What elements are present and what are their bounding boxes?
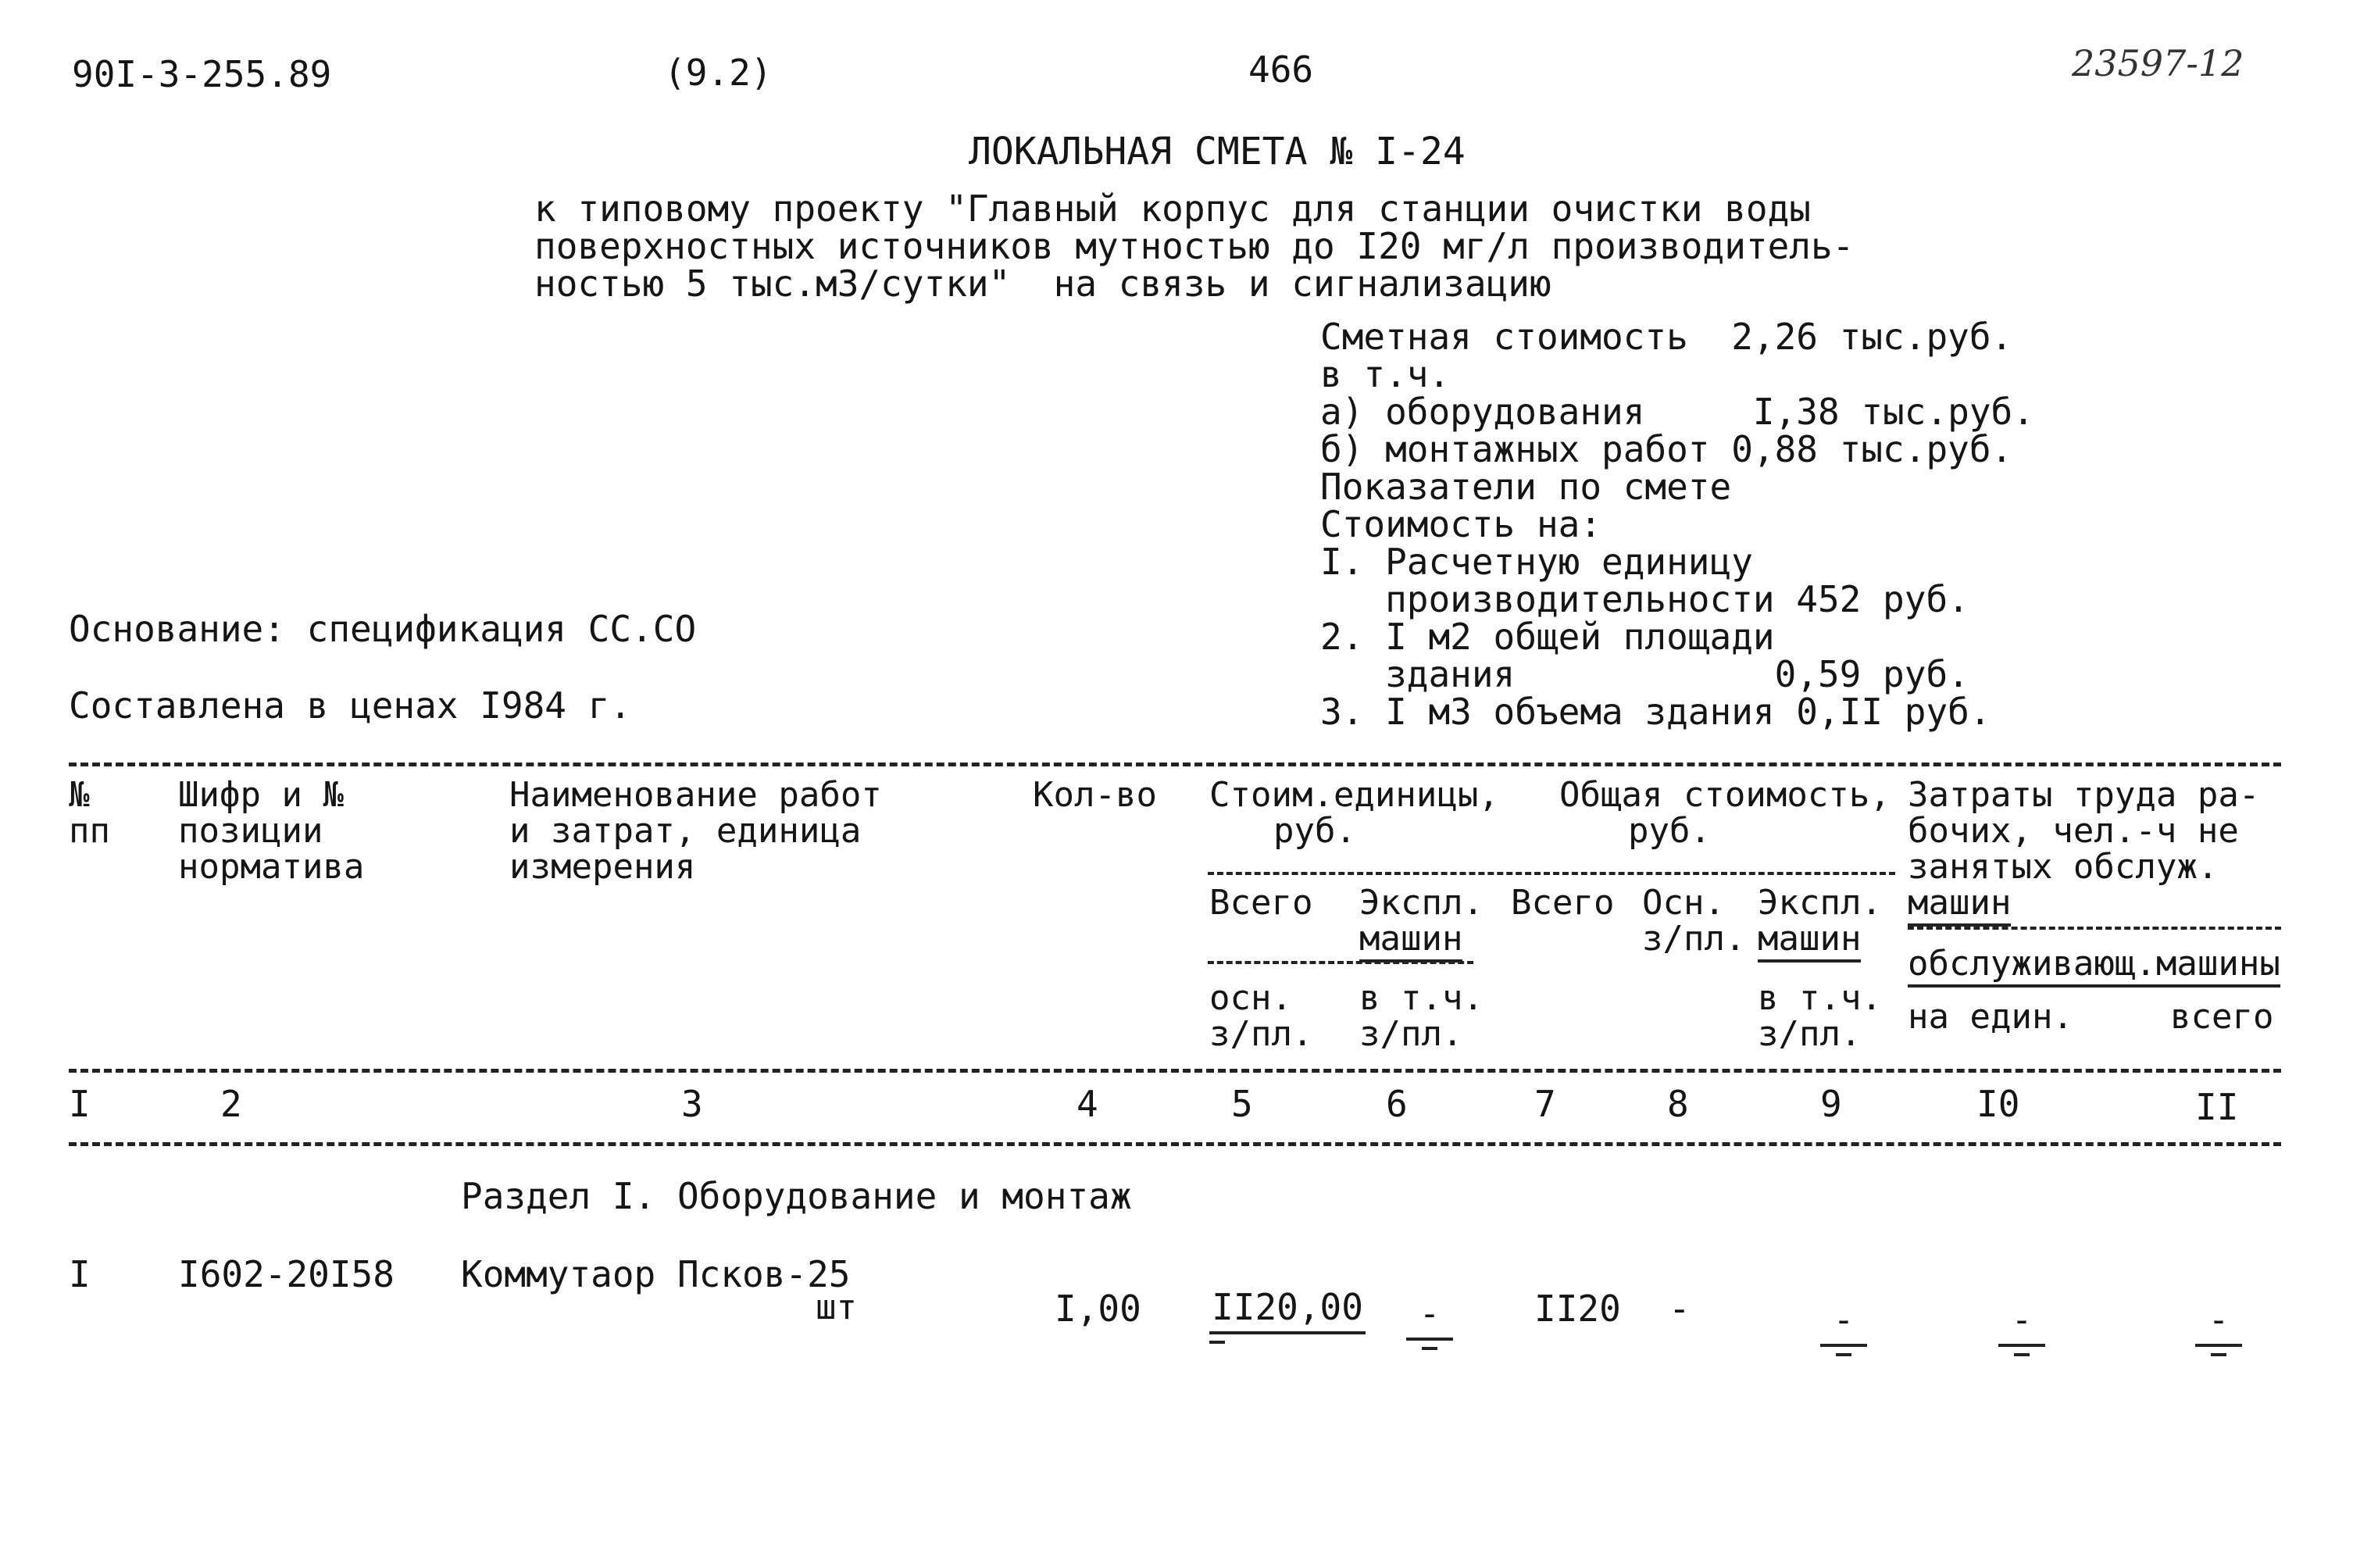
summary-line: здания 0,59 руб. [1320,653,1969,695]
summary-line: Сметная стоимость 2,26 тыс.руб. [1320,316,2013,358]
header-unit-cost-line1: Стоим.единицы, [1209,775,1499,815]
summary-line: I. Расчетную единицу [1320,541,1753,583]
row-labor-total-value: - [2208,1300,2230,1340]
subtitle-line-3: ностью 5 тыс.м3/сутки" на связь и сигнализацию [534,263,1551,305]
header-vsego2: Всего [1511,883,1615,923]
header-vtch-zpl2-line1: в т.ч. [1758,978,1882,1018]
column-number: I0 [1976,1083,2020,1125]
summary-line: 3. I м3 объема здания 0,II руб. [1320,691,1991,733]
header-zpl: з/пл. [1642,919,1746,959]
empty-marker [2211,1353,2226,1356]
header-total-cost-line2: руб. [1628,811,1711,851]
empty-marker [2014,1353,2030,1356]
column-number: 7 [1534,1083,1556,1125]
column-number: 8 [1667,1083,1689,1125]
column-number: 9 [1820,1083,1842,1125]
row-name: Коммутаор Псков-25 [461,1253,851,1295]
document-title: ЛОКАЛЬНАЯ СМЕТА № I-24 [969,130,1466,173]
row-total-ekspl [1820,1300,1867,1356]
header-col1-line1: № [69,775,90,815]
header-labor-line2: бочих, чел.-ч не [1908,811,2239,851]
header-total-cost-line1: Общая стоимость, [1559,775,1891,815]
header-na-edin: на един. [1908,997,2073,1037]
header-col2-line1: Шифр и № [178,775,344,815]
header-labor-line1: Затраты труда ра- [1908,775,2260,815]
column-number: 4 [1077,1083,1098,1125]
fraction-line [1209,1331,1366,1334]
row-total-ekspl-value: - [1833,1300,1855,1340]
header-mashin2: машин [1758,922,1861,963]
header-subrule-cost [1208,872,1895,875]
section-title: Раздел I. Оборудование и монтаж [461,1175,1132,1217]
column-number: 6 [1386,1083,1408,1125]
header-ekspl2: Экспл. [1758,883,1882,923]
row-total-osn: - [1669,1288,1691,1330]
row-number: I [69,1253,91,1295]
project-code: 90I-3-255.89 [72,53,332,95]
header-col3-line2: и затрат, единица [509,811,862,851]
header-col3-line1: Наименование работ [509,775,882,815]
column-number: 3 [681,1083,703,1125]
fraction-line [2195,1344,2242,1347]
summary-line: в т.ч. [1320,353,1451,395]
page-number: 466 [1248,48,1314,91]
row-labor-total [2195,1300,2242,1356]
header-vsego: Всего [1209,883,1313,923]
header-obsluzh: обслуживающ.машины [1908,947,2280,988]
header-vsego3: всего [2170,997,2274,1037]
summary-line: а) оборудования I,38 тыс.руб. [1320,391,2034,433]
header-vtch-zpl-line1: в т.ч. [1359,978,1484,1018]
empty-marker [1836,1353,1851,1356]
row-unit-total [1209,1286,1366,1344]
row-unit: шт [816,1288,857,1327]
summary-line: 2. I м2 общей площади [1320,616,1775,658]
header-osn: Осн. [1642,883,1725,923]
summary-line: производительности 452 руб. [1320,578,1969,620]
header-unit-cost-line2: руб. [1273,811,1356,851]
empty-marker [1209,1341,1225,1344]
header-osn-zpl-line1: осн. [1209,978,1292,1018]
archive-number: 23597-12 [2072,42,2244,84]
header-ekspl: Экспл. [1359,883,1484,923]
row-qty: I,00 [1055,1288,1141,1330]
row-labor-unit [1998,1300,2045,1356]
fraction-line [1820,1344,1867,1347]
header-col3-line3: измерения [509,847,696,887]
summary-line: б) монтажных работ 0,88 тыс.руб. [1320,428,2013,470]
subtitle-line-1: к типовому проекту "Главный корпус для станции очистки воды [534,188,1811,230]
header-col1-line2: пп [69,811,110,851]
row-unit-ekspl-value: - [1419,1294,1441,1334]
column-numbers-bottom-rule [69,1142,2281,1146]
header-osn-zpl-line2: з/пл. [1209,1014,1313,1054]
row-code: I602-20I58 [178,1253,395,1295]
summary-line: Показатели по смете [1320,466,1732,508]
row-unit-total-value: II20,00 [1212,1286,1363,1328]
fraction-line [1406,1338,1453,1341]
prices-year-text: Составлена в ценах I984 г. [69,684,632,727]
header-col2-line2: позиции [178,811,323,851]
row-total: II20 [1534,1288,1621,1330]
row-labor-unit-value: - [2011,1300,2033,1340]
summary-line: Стоимость на: [1320,503,1602,545]
row-unit-ekspl [1406,1294,1453,1350]
column-number: 2 [220,1083,242,1125]
column-number: II [2195,1086,2239,1128]
section-code: (9.2) [664,52,773,94]
subtitle-line-2: поверхностных источников мутностью до I20 мг/л производитель- [534,225,1855,267]
header-mashin: машин [1359,922,1462,963]
header-labor-line4: машин [1908,886,2011,927]
fraction-line [1998,1344,2045,1347]
column-number: 5 [1231,1083,1253,1125]
header-labor-line3: занятых обслуж. [1908,847,2219,887]
header-subrule-labor [1908,927,2281,930]
header-col2-line3: норматива [178,847,365,887]
header-col4: Кол-во [1033,775,1157,815]
table-top-rule [69,763,2281,766]
basis-text: Основание: спецификация СС.СО [69,608,697,650]
header-vtch-zpl2-line2: з/пл. [1758,1014,1862,1054]
column-numbers-top-rule [69,1069,2281,1073]
column-number: I [69,1083,91,1125]
empty-marker [1422,1347,1437,1350]
header-vtch-zpl-line2: з/пл. [1359,1014,1463,1054]
header-subrule-unit [1208,961,1473,964]
